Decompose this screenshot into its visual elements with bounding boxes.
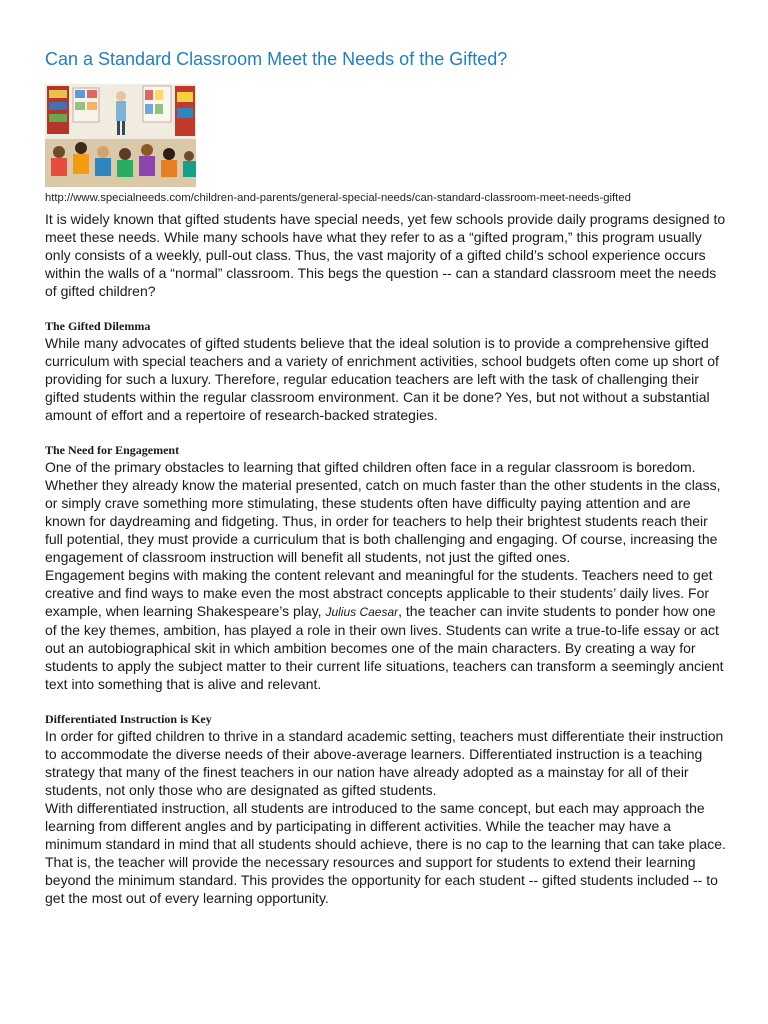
play-title: Julius Caesar <box>325 605 399 619</box>
paragraph: With differentiated instruction, all students are introduced to the same concept, but each may approach the learning from different angles and by participating in different activities. While the teacher may have a minimum standard in mind that all students should achieve, there is no cap to the learning that can take place. That is, the teacher will provide the necessary resources and support for students to extend their learning beyond the minimum standard. This provides the opportunity for each student -- gifted students included -- to get the most out of every learning opportunity. <box>45 800 726 906</box>
paragraph-text: Engagement begins with making the content relevant and meaningful for the students. Teachers need to get creative and find ways to make even the most abstract concepts applicable to their students’ daily lives. For example, when learning Shakespeare’s play, <box>45 567 713 619</box>
paragraph-text: , the teacher can invite students to ponder how one of the key themes, ambition, has played a role in their own lives. Students can write a true-to-life essay or act out an autobiographical skit in which ambition becomes one of the main characters. By creating a way for students to apply the subject matter to their current life situations, teachers can transform a seemingly ancient text into something that is alive and relevant. <box>45 603 724 692</box>
paragraph: One of the primary obstacles to learning that gifted children often face in a regular classroom is boredom. Whether they already know the material presented, catch on much faster than the other students in the class, or simply crave something more stimulating, these students often have difficulty paying attention and are known for daydreaming and fidgeting. Thus, in order for teachers to help their brightest students reach their full potential, they must provide a curriculum that is both challenging and engaging. Of course, increasing the engagement of classroom instruction will benefit all students, not just the gifted ones. <box>45 459 721 565</box>
paragraph: While many advocates of gifted students believe that the ideal solution is to provide a comprehensive gifted curriculum with special teachers and a variety of enrichment activities, school budgets often come up short of providing for such a luxury. Therefore, regular education teachers are left with the task of challenging their gifted students within the regular classroom environment. Can it be done? Yes, but not without a substantial amount of effort and a repertoire of research-backed strategies. <box>45 335 719 423</box>
section-heading-need-for-engagement: The Need for Engagement <box>45 443 180 457</box>
paragraph-engagement <box>45 566 727 693</box>
article-title: Can a Standard Classroom Meet the Needs of the Gifted? <box>45 49 508 69</box>
intro-paragraph: It is widely known that gifted students have special needs, yet few schools provide daily programs designed to meet these needs. While many schools have what they refer to as a “gifted program,” this program usually only consists of a weekly, pull-out class. Thus, the vast majority of a gifted child’s school experience occurs within the walls of a “normal” classroom. This begs the question -- can a standard classroom meet the needs of gifted children? <box>45 211 726 299</box>
section-heading-gifted-dilemma: The Gifted Dilemma <box>45 319 151 333</box>
article-body <box>45 210 727 907</box>
paragraph: In order for gifted children to thrive in a standard academic setting, teachers must differentiate their instruction to accommodate the diverse needs of their above-average learners. Differentiated instruction is a teaching strategy that many of the finest teachers in our nation have already adopted as a mainstay for all of their students, not only those who are designated as gifted students. <box>45 728 724 798</box>
source-url[interactable]: http://www.specialneeds.com/children-and-parents/general-special-needs/can-standard-classroom-meet-needs-gifted <box>45 192 631 204</box>
classroom-photo <box>45 84 196 187</box>
section-heading-differentiated-instruction: Differentiated Instruction is Key <box>45 712 212 726</box>
